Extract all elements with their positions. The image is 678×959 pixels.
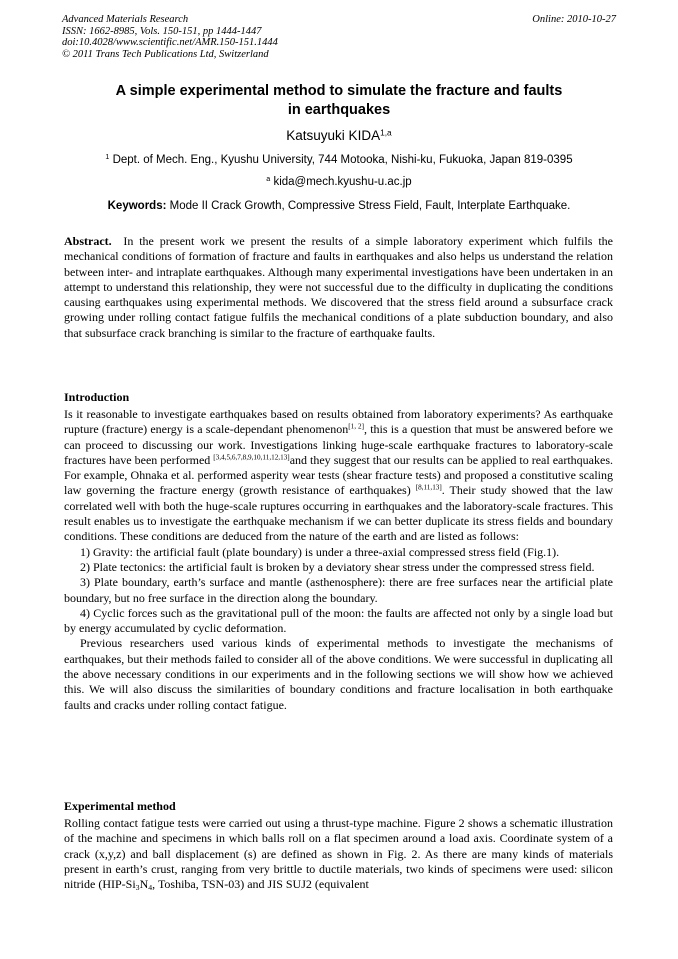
author-line	[62, 128, 616, 144]
keywords-line	[62, 199, 616, 213]
experimental-body	[64, 816, 613, 892]
introduction-body	[64, 407, 613, 713]
exp-text-b: , Toshiba, TSN-03) and JIS SUJ2 (equivalent	[152, 877, 369, 892]
author-superscript: 1,a	[380, 127, 392, 138]
exp-text-a: Rolling contact fatigue tests were carried out using a thrust-type machine. Figure 2 shows a schematic illustration of the machine and specimens in which balls roll on a flat specimen around a load axis. Coordinate system of a crack (x,y,z) and ball displacement (s) are defined as shown in Fig. 2. As there are many kinds of materials present in earth’s crust, ranging from very brittle to ductile materials, two kinds of specimens were used: silicon nitride (HIP-Si	[64, 816, 613, 892]
paper-title	[62, 82, 616, 120]
email-address: kida@mech.kyushu-u.ac.jp	[273, 176, 412, 188]
email-superscript: a	[266, 175, 271, 184]
condition-item-2: 2) Plate tectonics: the artificial fault is broken by a deviatory shear stress under the compressed stress field.	[80, 559, 595, 574]
journal-name: Advanced Materials Research	[62, 14, 189, 25]
issn-line: ISSN: 1662-8985, Vols. 150-151, pp 1444-1447	[62, 25, 262, 37]
title-line-2: in earthquakes	[287, 102, 391, 118]
abstract-text: In the present work we present the results of a simple laboratory experiment which fulfils the mechanical conditions of formation of fracture and faults in earthquakes and also helps us understand the relation between inter- and intraplate earthquakes. Although many experimental investigations have been undertaken in an attempt to understand this relationship, they were not successful due to the difficulty in duplicating the conditions causing earthquakes using experimental methods. We discovered that the stress field around a subsurface crack growing under rolling contact fatigue fulfils the mechanical conditions of a plate subduction boundary, and also that subsurface crack branching is similar to the fracture of earthquake faults.	[64, 234, 613, 340]
doi-line: doi:10.4028/www.scientific.net/AMR.150-151.1444	[62, 37, 278, 48]
abstract-label: Abstract.	[64, 234, 112, 248]
citation-1-2: [1, 2]	[348, 422, 365, 431]
journal-header	[62, 14, 278, 60]
email-line	[62, 175, 616, 189]
keywords-text: Mode II Crack Growth, Compressive Stress Field, Fault, Interplate Earthquake.	[169, 200, 571, 212]
exp-mid: N	[139, 877, 149, 892]
abstract	[64, 234, 613, 341]
author-name: Katsuyuki KIDA	[286, 128, 381, 143]
exp-sub-1: 3	[135, 883, 140, 893]
affiliation-text: Dept. of Mech. Eng., Kyushu University, 744 Motooka, Nishi-ku, Fukuoka, Japan 819-0395	[112, 154, 573, 166]
online-date	[532, 14, 616, 26]
intro-paragraph-2: Previous researchers used various kinds of experimental methods to investigate the mechanisms of earthquakes, but their methods failed to consider all of the above conditions. We were successful in duplicating all the above necessary conditions in our experiments and in the following sections we will show how we achieved this. We will also discuss the similarities of boundary conditions and fracture localisation in both earthquake faults and cracks under rolling contact fatigue.	[64, 636, 613, 712]
citation-3-13: [3,4,5,6,7,8,9,10,11,12,13]	[213, 453, 290, 462]
intro-p1-part-c: and they suggest that our results can be applied to real earthquakes. For example, Ohnaka et al. performed asperity wear tests (shear fracture tests) and proposed a constitutive scaling law governing the fracture energy (growth resistance of earthquakes)	[64, 452, 613, 498]
intro-p1-part-b: , this is a question that must be answered before we can proceed to discussing our work. Investigations linking huge-scale earthquake fractures to laboratory-scale fractures have been performed	[64, 422, 614, 467]
keywords-label: Keywords:	[107, 200, 167, 212]
condition-item-4: 4) Cyclic forces such as the gravitational pull of the moon: the faults are affected not only by a single load but by energy accumulated by cyclic deformation.	[64, 605, 613, 636]
intro-p1-part-d: . Their study showed that the law correlated well with both the huge-scale ruptures occurring in earthquakes and the laboratory-scale fractures. This result enables us to investigate the earthquake mechanism if we can better duplicate its stress fields and boundary conditions. These conditions are deduced from the nature of the earth and are listed as follows:	[64, 483, 613, 544]
title-line-1: A simple experimental method to simulate the fracture and faults	[115, 83, 563, 99]
intro-paragraph-1	[64, 407, 613, 545]
exp-sub-2: 4	[148, 883, 153, 893]
citation-8-11-13: [8,11,13]	[415, 484, 442, 493]
online-date-text: Online: 2010-10-27	[532, 14, 616, 25]
affiliation-superscript: 1	[105, 153, 110, 162]
introduction-heading: Introduction	[64, 390, 130, 404]
copyright-line: © 2011 Trans Tech Publications Ltd, Switzerland	[62, 48, 269, 60]
affiliation	[62, 153, 616, 167]
intro-p1-part-a: Is it reasonable to investigate earthquakes based on results obtained from laboratory experiments? As earthquake rupture (fracture) energy is a scale-dependant phenomenon	[64, 407, 613, 437]
experimental-heading: Experimental method	[64, 799, 176, 813]
condition-item-3: 3) Plate boundary, earth’s surface and mantle (asthenosphere): there are free surfaces near the artificial plate boundary, but no free surface in the direction along the boundary.	[64, 575, 613, 605]
condition-item-1: 1) Gravity: the artificial fault (plate boundary) is under a three-axial compressed stress field (Fig.1).	[80, 544, 560, 559]
